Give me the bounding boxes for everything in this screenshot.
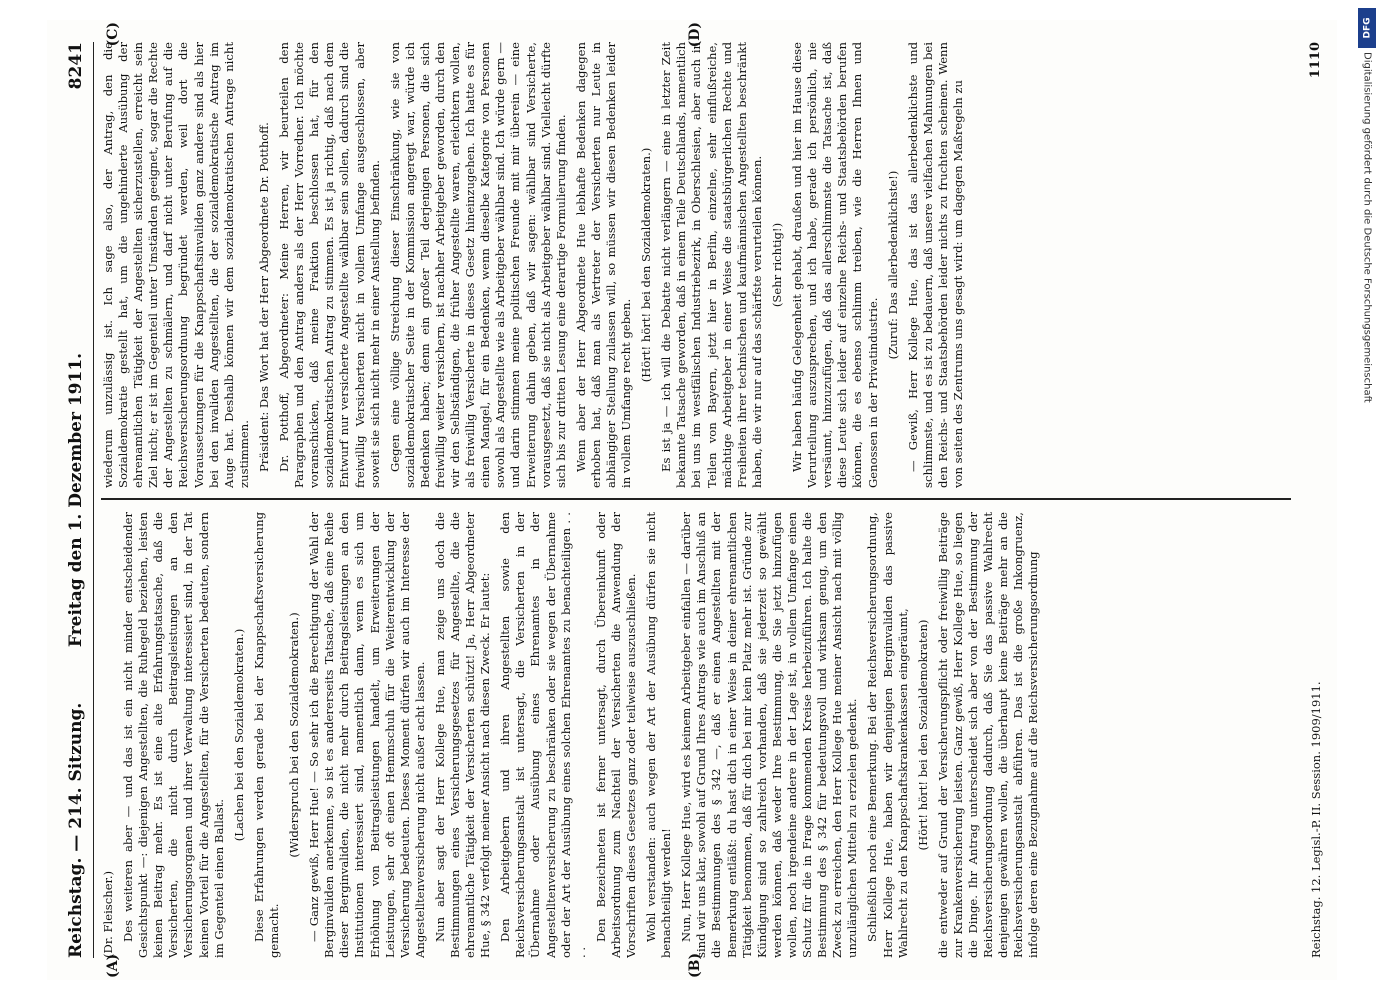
paragraph: Nun, Herr Kollege Hue, wird es keinem Arbeitgeber einfallen — darüber sind wir uns klar, sowohl auf Grund Ihres Antrags wie auch im Anschluß an die Bestimmungen des § 342 —, daß er einen Angestellten mit der Bemerkung entläßt: du hast dich in einer Weise in deiner ehrenamtlichen Tätigkeit benommen, daß für dich bei mir kein Platz mehr ist. Gründe zur Kündigung sind so zahlreich vorhanden, daß sie jederzeit so gewählt werden können, daß weder Ihre Bestimmung, die Sie jetzt hinzufügen wollen, noch irgendeine andere in der Lage ist, in vollem Umfange einen Schutz für die in Frage kommenden Kreise herbeizuführen. Ich halte die Bestimmung des § 342 für bedeutungsvoll und wirksam genug, um den Zweck zu erreichen, den Herr Kollege Hue meiner Ansicht nach mit völlig unzulänglichen Mitteln zu erzielen gedenkt. — [678, 512, 859, 958]
paragraph: Wohl verstanden: auch wegen der Art der Ausübung dürfen sie nicht benachteiligt werden! — [643, 512, 673, 958]
interjection: (Hört! hört! bei den Sozialdemokraten.) — [638, 147, 653, 383]
paragraph: Wir haben häufig Gelegenheit gehabt, draußen und hier im Hause diese Verurteilung auszusprechen, und ich habe, gerade ich persönlich, nie versäumt, hinzuzufügen, daß das allerschlimmste die Tatsache ist, daß diese Leute sich leider auf einzelne Reichs- und Staatsbehörden berufen können, die es ebenso schlimm treiben, wie die Herren Ihnen und Genossen in der Privatindustrie. — [789, 42, 879, 488]
left-column — [101, 512, 1291, 958]
margin-marker-d: (D) — [686, 22, 703, 48]
interjection: (Sehr richtig!) — [769, 222, 784, 308]
margin-marker-b: (B) — [686, 952, 703, 978]
paragraph: Des weiteren aber — und das ist ein nicht minder entscheidender Gesichtspunkt —: diejenigen Angestellten, die Ruhegeld beziehen, leisten keinen Beitrag mehr. Es ist eine alte Erfahrungstatsache, daß die Versicherten, die nicht durch Beitragsleistungen an den Versicherungsorganen und ihrer Verwaltung interessiert sind, in der Tat keinen Vorteil für die Angestellten, für die Versicherten bedeuten, sondern im Gegenteil einen Ballast. — [120, 512, 226, 958]
speaker-note: (Dr. Fleischer.) — [100, 870, 115, 958]
paragraph: wiederum unzulässig ist. Ich sage also, der Antrag, den die Sozialdemokratie gestellt hat, um die ungehinderte Ausübung der ehrenamtlichen Tätigkeit der Angestellten sicherzustellen, erreicht sein Ziel nicht; er ist im Gegenteil unter Umständen geeignet, sogar die Rechte der Angestellten zu schmälern, und darf nicht unter Berufung auf die Reichsversicherungsordnung begründet werden, weil dort die Voraussetzungen für die Knappschaftsinvaliden ganz andere sind als hier bei den invaliden Angestellten, die der sozialdemokratische Antrag im Auge hat. Deshalb können wir dem sozialdemokratischen Antrage nicht zustimmen. — [100, 42, 251, 488]
dfg-logo: DFG — [1358, 8, 1376, 48]
margin-marker-c: (C) — [104, 22, 121, 47]
paragraph: Schließlich noch eine Bemerkung. Bei der Reichsversicherungsordnung, Herr Kollege Hue, haben wir denjenigen Berginvaliden das passive Wahlrecht zu den Knappschaftskrankenkassen eingeräumt, — [864, 512, 910, 958]
paragraph: Gegen eine völlige Streichung dieser Einschränkung, wie sie von sozialdemokratischer Seite in der Kommission angeregt war, würde ich Bedenken haben; denn ein großer Teil derjenigen Personen, die sich freiwillig weiter versichern, ist nachher Arbeitgeber geworden, durch den wir den Selbständigen, die früher Angestellte waren, erleichtern wollen, als freiwillig Versicherte in dieses Gesetz hineinzugehen. Ich hatte es für einen Mangel, für ein Bedenken, wenn dieselbe Kategorie von Personen sowohl als Angestellte wie als Arbeitgeber wählbar sind. Ich würde gern — und darin stimmen meine politischen Freunde mit mir überein — eine Erweiterung dahin geben, daß wir sagen: wählbar sind Versicherte, vorausgesetzt, daß sie nicht als Arbeitgeber wählbar sind. Vielleicht dürfte sich bis zur dritten Lesung eine derartige Formulierung finden. — [387, 42, 568, 488]
footer-right: 1110 — [1307, 42, 1323, 79]
header-date: Freitag den 1. Dezember 1911. — [65, 352, 86, 648]
header-left: Reichstag. — 214. Sitzung. — [65, 702, 86, 958]
paragraph: die entweder auf Grund der Versicherungspflicht oder freiwillig Beiträge zur Krankenversicherung leisten. Ganz gewiß, Herr Kollege Hue, so liegen die Dinge. Ihr Antrag unterscheidet sich aber von der Bestimmung der Reichsversicherungsordnung dadurch, daß Sie das passive Wahlrecht denjenigen gewähren wollen, die überhaupt keine Beiträge mehr an die Reichsversicherungsanstalt abführen. Das ist die große Inkongruenz, infolge deren eine Bezugnahme auf die Reichsversicherungsordnung — [935, 512, 1040, 958]
interjection: (Zuruf: Das allerbedenklichste!) — [885, 170, 900, 360]
right-column — [101, 42, 1291, 488]
quoted-paragraph: Den Arbeitgebern und ihren Angestellten sowie den Reichsversicherungsanstalt ist untersagt, die Versicherten in der Übernahme oder Ausübung eines Ehrenamtes in der Angestelltenversicherung zu beschränken oder sie wegen der Übernahme oder der Art der Ausübung eines solchen Ehrenamtes zu benachteiligen . . . . — [497, 512, 588, 958]
dfg-sidebar — [1357, 8, 1377, 992]
dfg-credit: Digitalisierung gefördert durch die Deutsche Forschungsgemeinschaft — [1361, 52, 1373, 403]
scanned-page — [47, 20, 1337, 980]
page-number: 8241 — [65, 42, 86, 90]
paragraph: Wenn aber der Herr Abgeordnete Hue lebhafte Bedenken dagegen erhoben hat, daß man als Vertreter der Versicherten nur Leute in abhängiger Stellung zulassen will, so müssen wir diesen Bedenken leider in vollem Umfange recht geben. — [573, 42, 633, 488]
interjection: (Widerspruch bei den Sozialdemokraten.) — [286, 612, 301, 858]
paragraph: Dr. Potthoff, Abgeordneter: Meine Herren, wir beurteilen den Paragraphen und den Antrag anders als der Herr Vorredner. Ich möchte voranschicken, daß meine Fraktion beschlossen hat, für den sozialdemokratischen Antrag zu stimmen. Es ist ja richtig, daß nach dem Entwurf nur versicherte Angestellte wählbar sein sollen, dadurch sind die freiwillig Versicherten nicht in vollem Umfange ausgeschlossen, aber soweit sie sich nicht mehr in einer Anstellung befinden. — [276, 42, 382, 488]
paragraph: Diese Erfahrungen werden gerade bei der Knappschaftsversicherung gemacht. — [251, 512, 281, 958]
quoted-paragraph: Den Bezeichneten ist ferner untersagt, durch Übereinkunft oder Arbeitsordnung zum Nachteil der Versicherten die Anwendung der Vorschriften dieses Gesetzes ganz oder teilweise auszuschließen. — [593, 512, 638, 958]
interjection: (Hört! hört! bei den Sozialdemokraten) — [915, 619, 930, 851]
footer-left: Reichstag. 12. Legisl.-P. II. Session. 1909/1911. — [1308, 681, 1323, 958]
president-remark: Präsident: Das Wort hat der Herr Abgeordnete Dr. Potthoff. — [256, 122, 271, 472]
paragraph: — Gewiß, Herr Kollege Hue, das ist das allerbedenklichste und schlimmste, und es ist zu bedauern, daß unsere vielfachen Mahnungen bei den Reichs- und Staatsbehörden leider nichts zu fruchten scheinen. Wenn von seiten des Zentrums uns gesagt wird: um dagegen Maßregeln zu — [905, 42, 965, 488]
paragraph: — Ganz gewiß, Herr Hue! — So sehr ich die Berechtigung der Wahl der Berginvaliden anerkenne, so ist es andererseits Tatsache, daß eine Reihe dieser Berginvaliden, die nicht mehr durch Beitragsleistungen an den Institutionen interessiert sind, namentlich dann, wenn es sich um Erhöhung von Beitragsleistungen handelt, um Erweiterungen der Leistungen, sehr oft einen Hemmschuh für die Weiterentwicklung der Versicherung bedeuten. Dieses Moment dürfen wir auch im Interesse der Angestelltenversicherung nicht außer acht lassen. — [306, 512, 427, 958]
paragraph: Es ist ja — ich will die Debatte nicht verlängern — eine in letzter Zeit bekannte Tatsache geworden, daß in einem Teile Deutschlands, namentlich bei uns im westfälischen Industriebezirk, in Oberschlesien, aber auch in Teilen von Bayern, jetzt hier in Berlin, einzelne, sehr einflußreiche, mächtige Arbeitgeber in einer Weise die staatsbürgerlichen Rechte und Freiheiten ihrer technischen und kaufmännischen Angestellten beschränkt haben, die wir nur auf das schärfste verurteilen können. — [658, 42, 764, 488]
margin-marker-a: (A) — [104, 953, 121, 978]
interjection: (Lachen bei den Sozialdemokraten.) — [231, 628, 246, 842]
column-divider — [101, 499, 1291, 501]
text-columns — [101, 42, 1291, 958]
paragraph: Nun aber sagt der Herr Kollege Hue, man zeige uns doch die Bestimmungen eines Versicherungsgesetzes für Angestellte, die die ehrenamtliche Tätigkeit der Versicherten schützt! Ja, Herr Abgeordneter Hue, § 342 verfolgt meiner Ansicht nach diesen Zweck. Er lautet: — [432, 512, 492, 958]
page-header — [59, 42, 94, 958]
